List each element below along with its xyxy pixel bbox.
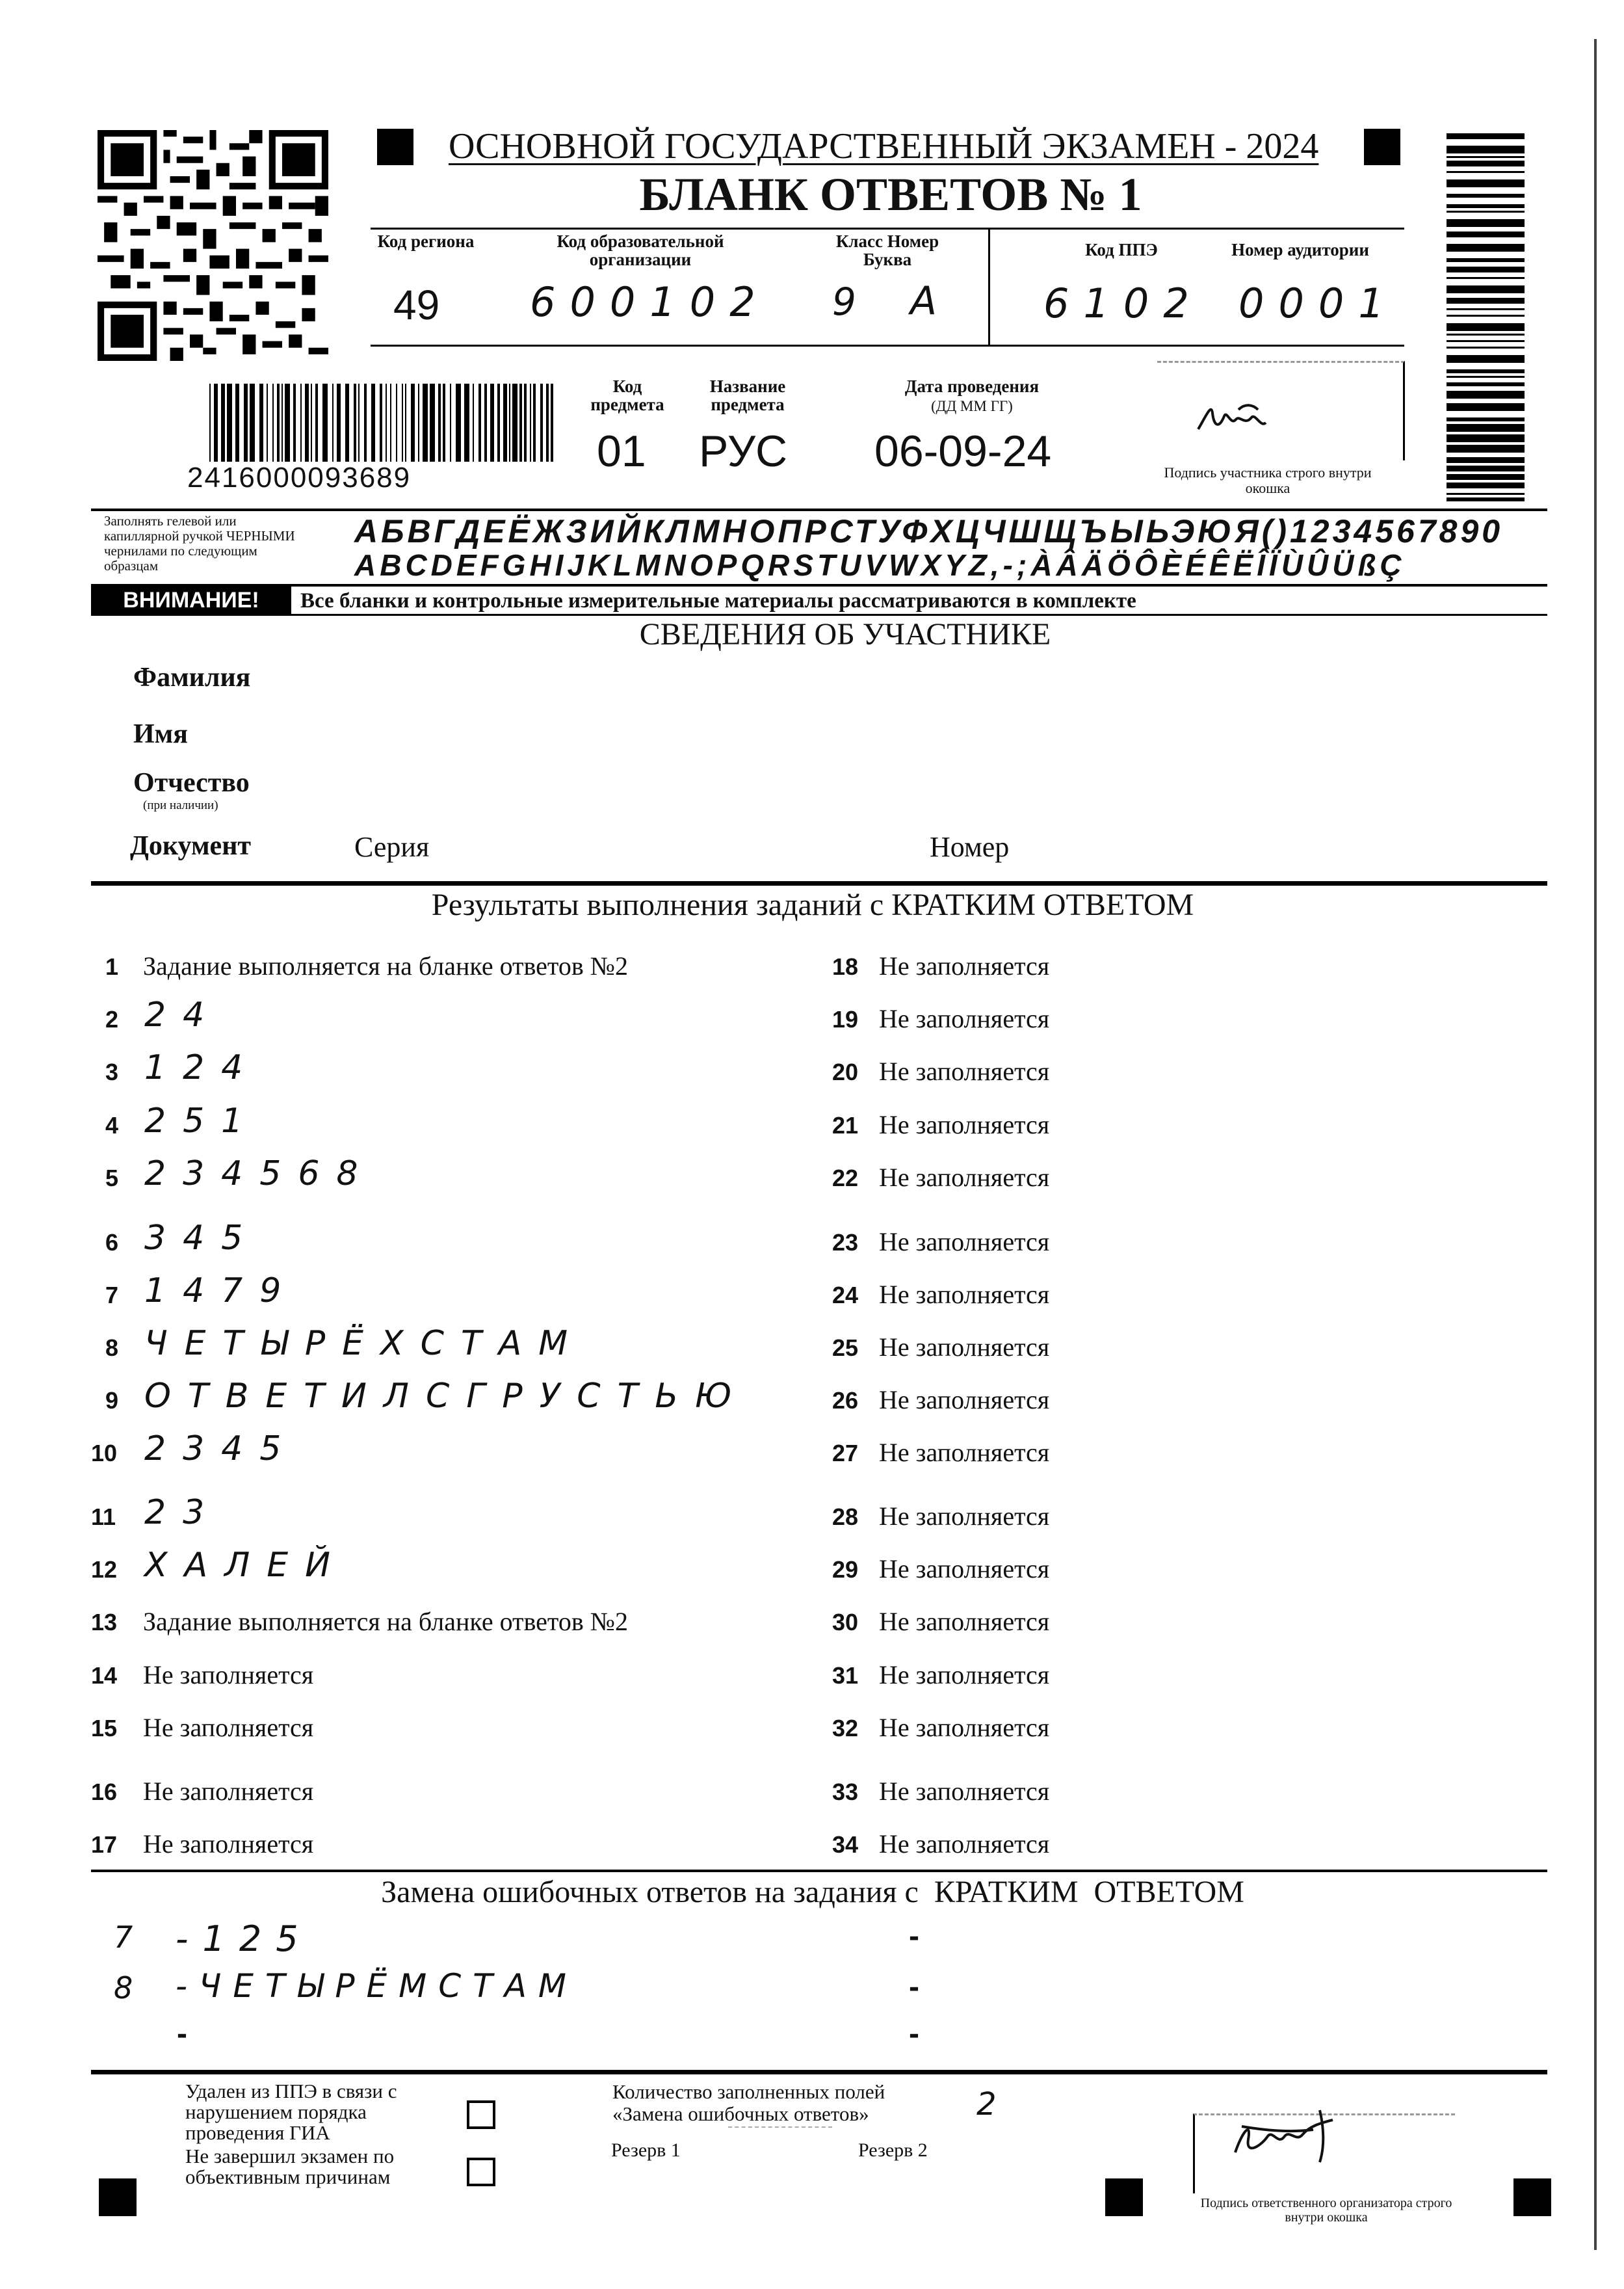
- reserve-2-label: Резерв 2: [858, 2139, 928, 2161]
- task-number: 31: [832, 1662, 859, 1689]
- sample-line-cyrillic: АБВГДЕЁЖЗИЙКЛМНОПРСТУФХЦЧШЩЪЫЬЭЮЯ()1234567890: [354, 513, 1504, 549]
- series-label: Серия: [354, 831, 430, 863]
- room-label: Номер аудитории: [1231, 240, 1369, 259]
- side-barcode: [1447, 133, 1525, 504]
- task-number: 14: [91, 1662, 118, 1689]
- task-answer[interactable]: 124: [144, 1048, 260, 1087]
- task-number: 18: [832, 953, 859, 980]
- task-answer[interactable]: 345: [144, 1219, 260, 1258]
- task-answer[interactable]: Не заполняется: [879, 1502, 1050, 1531]
- task-answer[interactable]: Не заполняется: [879, 1607, 1050, 1636]
- alignment-marker-bottom-right: [1513, 2178, 1551, 2216]
- participant-section-title: СВЕДЕНИЯ ОБ УЧАСТНИКЕ: [639, 617, 1051, 652]
- task-number: 28: [832, 1503, 859, 1530]
- replacement-section-title: Замена ошибочных ответов на задания с КРАТКИМ ОТВЕТОМ: [381, 1875, 1244, 1909]
- task-number: 29: [832, 1556, 859, 1583]
- subject-code-value[interactable]: 01: [597, 427, 646, 476]
- task-answer[interactable]: Не заполняется: [879, 1385, 1050, 1414]
- task-answer[interactable]: Задание выполняется на бланке ответов №2: [143, 1607, 628, 1636]
- task-answer[interactable]: Не заполняется: [879, 1004, 1050, 1033]
- task-number: 11: [91, 1503, 116, 1530]
- alignment-marker-bottom-center: [1105, 2178, 1143, 2216]
- task-number: 5: [105, 1165, 119, 1191]
- task-answer[interactable]: ЧЕТЫРЁХСТАМ: [144, 1324, 585, 1363]
- ppe-value[interactable]: 6102: [1043, 280, 1203, 327]
- task-answer[interactable]: 2345: [144, 1429, 298, 1468]
- class-label: Класс Номер Буква: [835, 232, 939, 269]
- task-number: 10: [91, 1440, 118, 1466]
- task-number: 32: [832, 1715, 859, 1741]
- subject-code-label: Код предмета: [590, 377, 664, 414]
- not-finished-label: Не завершил экзамен по объективным причинам: [185, 2145, 395, 2188]
- codes-divider: [988, 228, 990, 347]
- replacement-row-3-value[interactable]: -: [177, 2017, 187, 2051]
- task-answer[interactable]: Не заполняется: [879, 951, 1050, 981]
- task-number: 1: [105, 953, 119, 980]
- task-number: 23: [832, 1229, 859, 1256]
- room-value[interactable]: 0001: [1238, 280, 1398, 327]
- qr-code: [98, 130, 328, 361]
- task-answer[interactable]: 23: [144, 1493, 222, 1532]
- task-number: 24: [832, 1282, 859, 1308]
- codes-top-rule: [371, 228, 1404, 230]
- replacement-row-1-value[interactable]: -125: [176, 1918, 313, 1959]
- removed-label: Удален из ППЭ в связи с нарушением порядка проведения ГИА: [185, 2080, 397, 2144]
- task-answer[interactable]: Не заполняется: [143, 1713, 314, 1742]
- region-label: Код региона: [377, 232, 475, 251]
- task-answer[interactable]: Задание выполняется на бланке ответов №2: [143, 951, 628, 981]
- removed-checkbox[interactable]: [467, 2100, 495, 2129]
- task-number: 21: [832, 1112, 859, 1139]
- document-label: Документ: [130, 831, 252, 861]
- task-number: 2: [105, 1006, 119, 1033]
- codes-bottom-rule: [371, 345, 1404, 347]
- task-number: 7: [105, 1282, 119, 1308]
- task-answer[interactable]: 234568: [144, 1154, 375, 1193]
- task-answer[interactable]: Не заполняется: [879, 1777, 1050, 1806]
- task-answer[interactable]: Не заполняется: [879, 1438, 1050, 1467]
- task-number: 15: [91, 1715, 118, 1741]
- class-letter-value[interactable]: А: [910, 278, 952, 324]
- date-label: Дата проведения: [904, 377, 1040, 396]
- task-answer[interactable]: 1479: [144, 1271, 298, 1310]
- exam-title: ОСНОВНОЙ ГОСУДАРСТВЕННЫЙ ЭКЗАМЕН - 2024: [449, 126, 1319, 166]
- task-number: 22: [832, 1165, 859, 1191]
- task-answer[interactable]: Не заполняется: [879, 1713, 1050, 1742]
- task-answer[interactable]: Не заполняется: [879, 1554, 1050, 1583]
- replacement-row-1-right[interactable]: -: [909, 1919, 919, 1953]
- task-answer[interactable]: Не заполняется: [879, 1829, 1050, 1859]
- region-value[interactable]: 49: [393, 282, 440, 328]
- replacement-row-2-right[interactable]: -: [909, 1970, 919, 2004]
- task-number: 9: [105, 1387, 119, 1414]
- task-answer[interactable]: Не заполняется: [879, 1660, 1050, 1689]
- warning-top-rule: [91, 584, 1547, 587]
- count-value[interactable]: 2: [976, 2086, 1011, 2123]
- results-section-title: Результаты выполнения заданий с КРАТКИМ ОТВЕТОМ: [431, 888, 1194, 922]
- task-number: 4: [105, 1112, 119, 1139]
- warning-text: Все бланки и контрольные измерительные материалы рассматриваются в комплекте: [300, 589, 1136, 613]
- task-number: 34: [832, 1831, 859, 1858]
- task-answer[interactable]: Не заполняется: [879, 1110, 1050, 1139]
- subject-name-value[interactable]: РУС: [699, 427, 788, 476]
- task-number: 27: [832, 1440, 859, 1466]
- patronymic-label: Отчество: [133, 768, 250, 798]
- org-signature-caption: Подпись ответственного организатора строго внутри окошка: [1200, 2196, 1452, 2225]
- task-number: 19: [832, 1006, 859, 1033]
- barcode-digits: 2416000093689: [187, 462, 412, 494]
- task-number: 30: [832, 1609, 859, 1635]
- task-number: 6: [105, 1229, 119, 1256]
- reserve-1-label: Резерв 1: [611, 2139, 681, 2161]
- not-finished-checkbox[interactable]: [467, 2158, 495, 2186]
- replacement-top-rule: [91, 1870, 1547, 1872]
- task-answer[interactable]: ОТВЕТИЛСГРУСТЬЮ: [144, 1377, 749, 1416]
- footer-top-rule: [91, 2070, 1547, 2074]
- warning-badge: ВНИМАНИЕ!: [91, 587, 291, 614]
- task-number: 17: [91, 1831, 118, 1858]
- warning-bottom-rule: [91, 614, 1547, 616]
- replacement-row-1-num[interactable]: 7: [114, 1920, 148, 1955]
- count-underline: [728, 2126, 832, 2128]
- task-answer[interactable]: 24: [144, 996, 222, 1035]
- number-label: Номер: [930, 831, 1010, 863]
- date-value[interactable]: 06-09-24: [874, 427, 1052, 476]
- ppe-label: Код ППЭ: [1085, 240, 1158, 259]
- task-number: 25: [832, 1334, 859, 1361]
- task-answer[interactable]: Не заполняется: [143, 1829, 314, 1859]
- task-answer[interactable]: Не заполняется: [879, 1163, 1050, 1192]
- date-format: (ДД ММ ГГ): [931, 398, 1013, 414]
- task-number: 26: [832, 1387, 859, 1414]
- alignment-marker-bottom-left: [99, 2178, 137, 2216]
- task-number: 16: [91, 1779, 118, 1805]
- task-number: 12: [91, 1556, 118, 1583]
- surname-label: Фамилия: [133, 663, 251, 693]
- participant-signature-caption: Подпись участника строго внутри окошка: [1164, 464, 1372, 496]
- sample-top-rule: [91, 509, 1547, 511]
- sample-line-latin: ABCDEFGHIJKLMNOPQRSTUVWXYZ,-;ÀÂÄÖÔÈÉÊËÎÏÙÛÜßÇ: [354, 548, 1406, 582]
- patronymic-note: (при наличии): [143, 799, 218, 812]
- task-number: 33: [832, 1779, 859, 1805]
- page-edge-line: [1594, 39, 1597, 2250]
- alignment-marker-top-left: [377, 129, 413, 165]
- task-number: 8: [105, 1334, 119, 1361]
- form-title: БЛАНК ОТВЕТОВ № 1: [639, 168, 1142, 220]
- count-label: Количество заполненных полей «Замена ошибочных ответов»: [612, 2080, 885, 2125]
- task-answer[interactable]: Не заполняется: [143, 1660, 314, 1689]
- participant-signature: [1193, 390, 1290, 442]
- org-signature: [1222, 2100, 1352, 2172]
- replacement-row-3-right[interactable]: -: [909, 2017, 919, 2051]
- task-number: 3: [105, 1059, 119, 1085]
- sample-instruction: Заполнять гелевой или капиллярной ручкой ЧЕРНЫМИ чернилами по следующим образцам: [104, 513, 295, 574]
- task-answer[interactable]: ХАЛЕЙ: [144, 1546, 348, 1585]
- task-number: 20: [832, 1059, 859, 1085]
- task-answer[interactable]: Не заполняется: [879, 1057, 1050, 1086]
- org-label: Код образовательной организации: [557, 232, 724, 269]
- replacement-row-2-num[interactable]: 8: [114, 1970, 148, 2005]
- task-number: 13: [91, 1609, 118, 1635]
- task-answer[interactable]: 251: [144, 1102, 260, 1141]
- alignment-marker-top-right: [1364, 129, 1400, 165]
- replacement-row-2-value[interactable]: -ЧЕТЫРЁМСТАМ: [176, 1967, 579, 2005]
- results-top-rule: [91, 881, 1547, 886]
- class-number-value[interactable]: 9: [832, 280, 871, 324]
- task-answer[interactable]: Не заполняется: [879, 1280, 1050, 1309]
- task-answer[interactable]: Не заполняется: [879, 1332, 1050, 1362]
- name-label: Имя: [133, 719, 188, 749]
- task-answer[interactable]: Не заполняется: [879, 1227, 1050, 1256]
- subject-name-label: Название предмета: [709, 377, 786, 414]
- task-answer[interactable]: Не заполняется: [143, 1777, 314, 1806]
- org-value[interactable]: 600102: [530, 278, 770, 326]
